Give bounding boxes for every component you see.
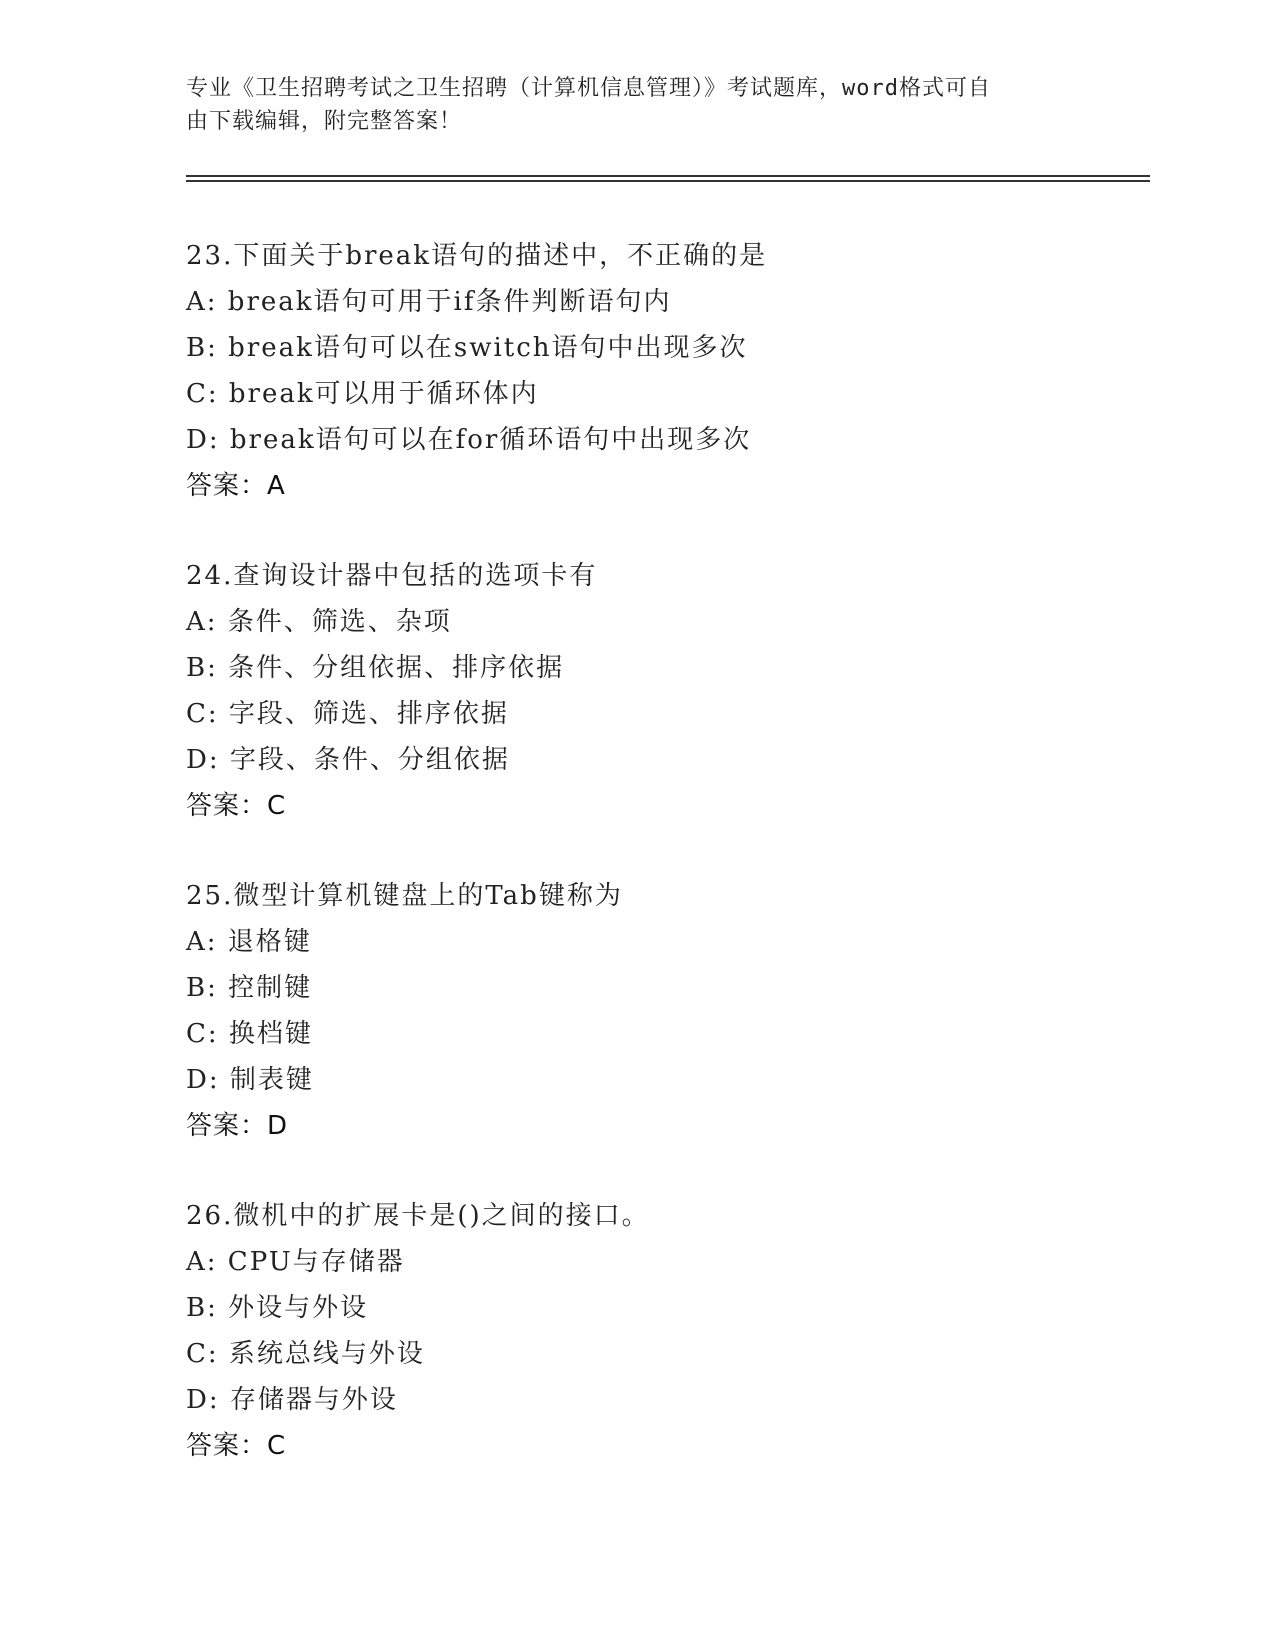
option-d: D: break语句可以在for循环语句中出现多次 [186, 425, 752, 455]
option-a: A: 退格键 [186, 927, 312, 957]
answer-key: 答案：D [186, 1111, 289, 1141]
answer-key: 答案：C [186, 791, 287, 821]
header-line-1: 专业《卫生招聘考试之卫生招聘（计算机信息管理）》考试题库，word格式可自 [186, 76, 991, 101]
option-c: C: break可以用于循环体内 [186, 379, 539, 409]
question-25 [186, 873, 1146, 1149]
option-d: D: 存储器与外设 [186, 1385, 398, 1415]
answer-key: 答案：A [186, 471, 286, 501]
header-divider-bottom [186, 180, 1150, 182]
option-b: B: 条件、分组依据、排序依据 [186, 653, 565, 683]
question-stem: 26.微机中的扩展卡是()之间的接口。 [186, 1201, 650, 1231]
option-d: D: 制表键 [186, 1065, 314, 1095]
option-d: D: 字段、条件、分组依据 [186, 745, 510, 775]
option-a: A: break语句可用于if条件判断语句内 [186, 287, 672, 317]
question-stem: 25.微型计算机键盘上的Tab键称为 [186, 881, 623, 911]
option-c: C: 系统总线与外设 [186, 1339, 425, 1369]
document-header [186, 72, 1086, 138]
option-c: C: 字段、筛选、排序依据 [186, 699, 509, 729]
answer-key: 答案：C [186, 1431, 287, 1461]
header-divider-top [186, 175, 1150, 177]
option-b: B: 控制键 [186, 973, 313, 1003]
question-26 [186, 1193, 1146, 1469]
option-a: A: CPU与存储器 [186, 1247, 405, 1277]
option-b: B: 外设与外设 [186, 1293, 369, 1323]
question-stem: 24.查询设计器中包括的选项卡有 [186, 561, 598, 591]
option-b: B: break语句可以在switch语句中出现多次 [186, 333, 748, 363]
option-c: C: 换档键 [186, 1019, 313, 1049]
header-line-2: 由下载编辑，附完整答案！ [186, 109, 463, 134]
question-23 [186, 233, 1146, 509]
question-stem: 23.下面关于break语句的描述中，不正确的是 [186, 241, 768, 271]
option-a: A: 条件、筛选、杂项 [186, 607, 452, 637]
question-24 [186, 553, 1146, 829]
